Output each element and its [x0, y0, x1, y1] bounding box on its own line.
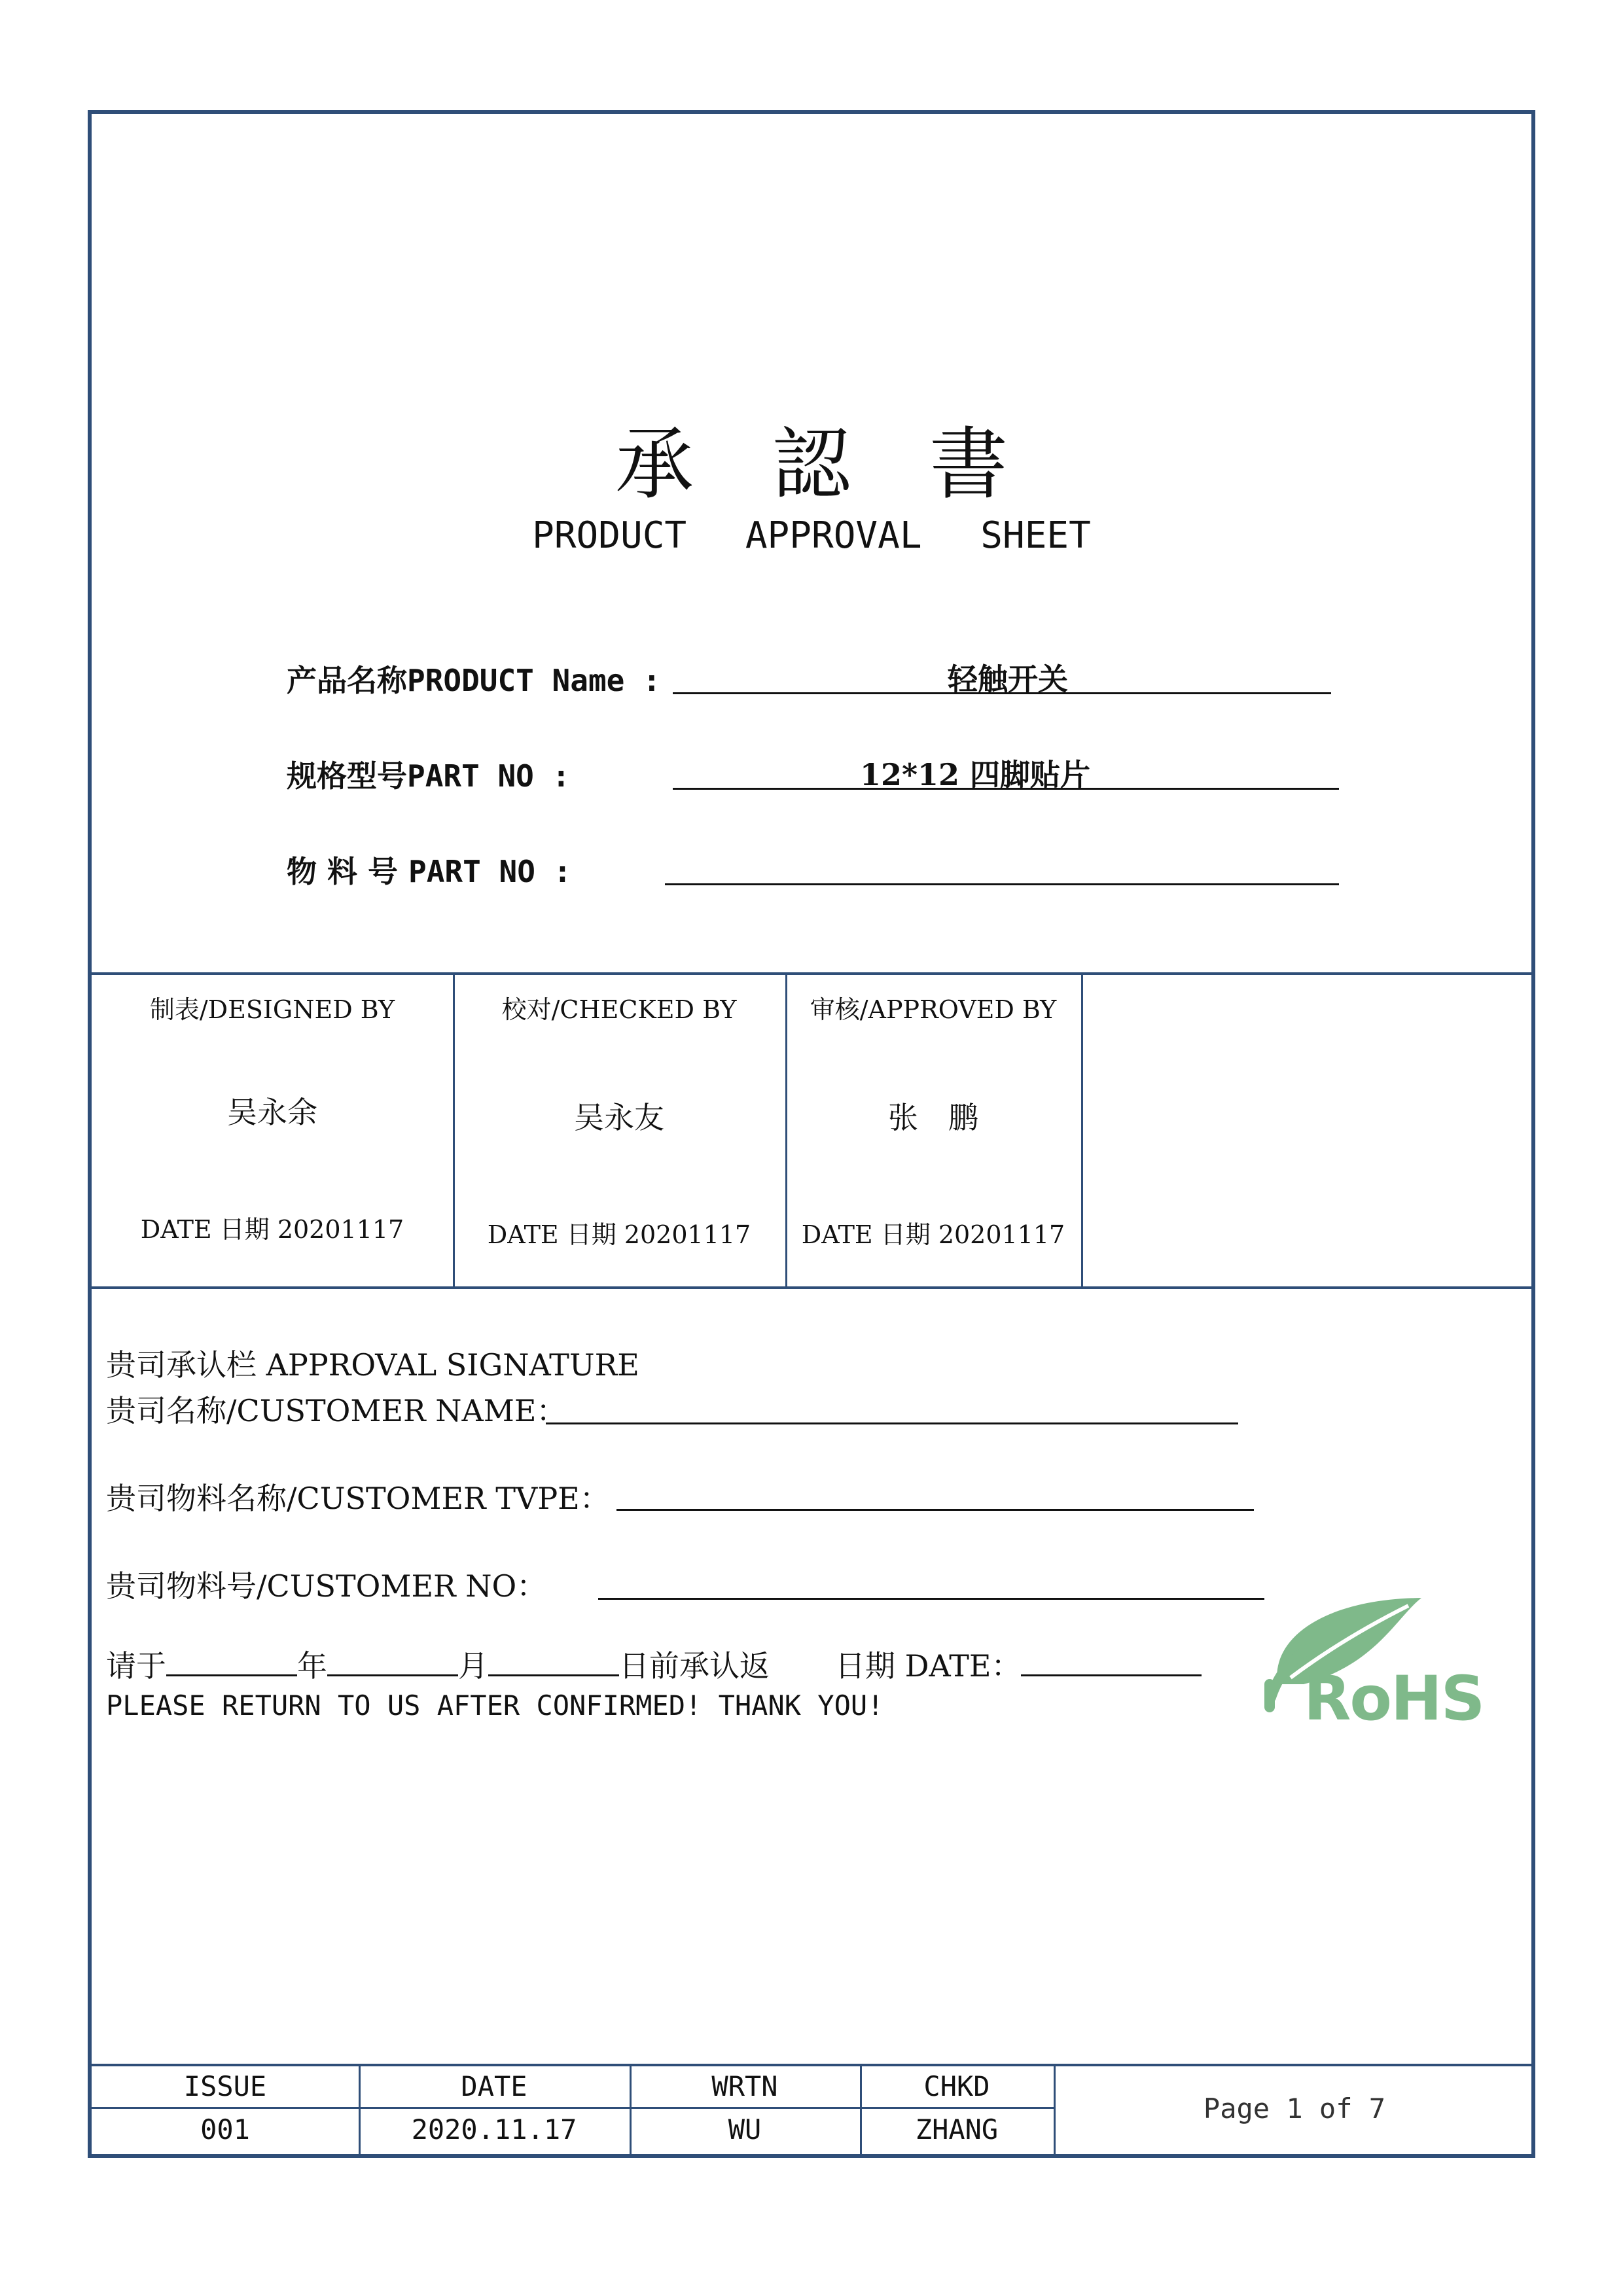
signoff-approved-head: 审核/APPROVED BY: [810, 995, 1057, 1024]
field-product-name-value: 轻触开关: [948, 662, 1068, 697]
field-part-no-label: 规格型号PART NO :: [287, 758, 571, 794]
return-day-blank: [488, 1648, 619, 1676]
footer-issue-header: ISSUE: [183, 2070, 267, 2102]
footer-mid-border: [92, 2107, 1054, 2109]
signoff-checked-date: DATE 日期 20201117: [487, 1220, 751, 1249]
return-year-blank: [166, 1648, 297, 1676]
signoff-checked-head: 校对/CHECKED BY: [501, 995, 737, 1024]
footer-chkd-value: ZHANG: [915, 2113, 999, 2146]
field-part-no-value: 12*12 四脚贴片: [859, 757, 1091, 792]
signoff-checked-name: 吴永友: [574, 1100, 664, 1135]
customer-no-line: [598, 1598, 1264, 1600]
signoff-top-border: [92, 972, 1531, 975]
customer-name-label: 贵司名称/CUSTOMER NAME：: [106, 1393, 567, 1428]
signoff-approved-date: DATE 日期 20201117: [801, 1220, 1065, 1249]
footer-top-border: [92, 2064, 1531, 2066]
signoff-designed-name: 吴永余: [227, 1095, 317, 1130]
footer-wrtn-header: WRTN: [711, 2070, 778, 2102]
customer-type-label: 贵司物料名称/CUSTOMER TVPE：: [106, 1481, 610, 1516]
footer-date-value: 2020.11.17: [411, 2113, 577, 2146]
rohs-logo: [1264, 1586, 1484, 1735]
customer-section-title: 贵司承认栏 APPROVAL SIGNATURE: [106, 1347, 639, 1383]
footer-wrtn-value: WU: [728, 2113, 762, 2146]
signoff-designed-date: DATE 日期 20201117: [140, 1215, 404, 1244]
footer-issue-value: 001: [200, 2113, 250, 2146]
field-product-name-label: 产品名称PRODUCT Name :: [287, 663, 661, 698]
return-date-blank: [1021, 1648, 1202, 1676]
field-material-no-label: 物 料 号 PART NO :: [287, 854, 572, 889]
customer-name-line: [546, 1422, 1238, 1424]
customer-no-label: 贵司物料号/CUSTOMER NO：: [106, 1568, 547, 1604]
signoff-bottom-border: [92, 1286, 1531, 1289]
title-chinese: 承 認 書: [615, 419, 1008, 510]
signoff-designed-head: 制表/DESIGNED BY: [149, 995, 395, 1024]
footer-chkd-header: CHKD: [923, 2070, 990, 2102]
return-note: PLEASE RETURN TO US AFTER CONFIRMED! THANK YOU!: [106, 1689, 884, 1722]
signoff-divider-3: [1081, 972, 1083, 1286]
signoff-approved-name: 张 鹏: [888, 1100, 978, 1135]
document-frame: [88, 110, 1535, 2158]
return-date-line: 请于 年 月 日前承认返 日期 DATE：: [106, 1642, 1202, 1686]
footer-date-header: DATE: [461, 2070, 527, 2102]
field-material-no-line: [665, 883, 1339, 885]
title-english: PRODUCT APPROVAL SHEET: [532, 514, 1091, 557]
rohs-logo-text: RoHS: [1304, 1663, 1484, 1735]
return-month-blank: [327, 1648, 458, 1676]
page-number: Page 1 of 7: [1203, 2093, 1386, 2125]
customer-type-line: [616, 1509, 1254, 1511]
